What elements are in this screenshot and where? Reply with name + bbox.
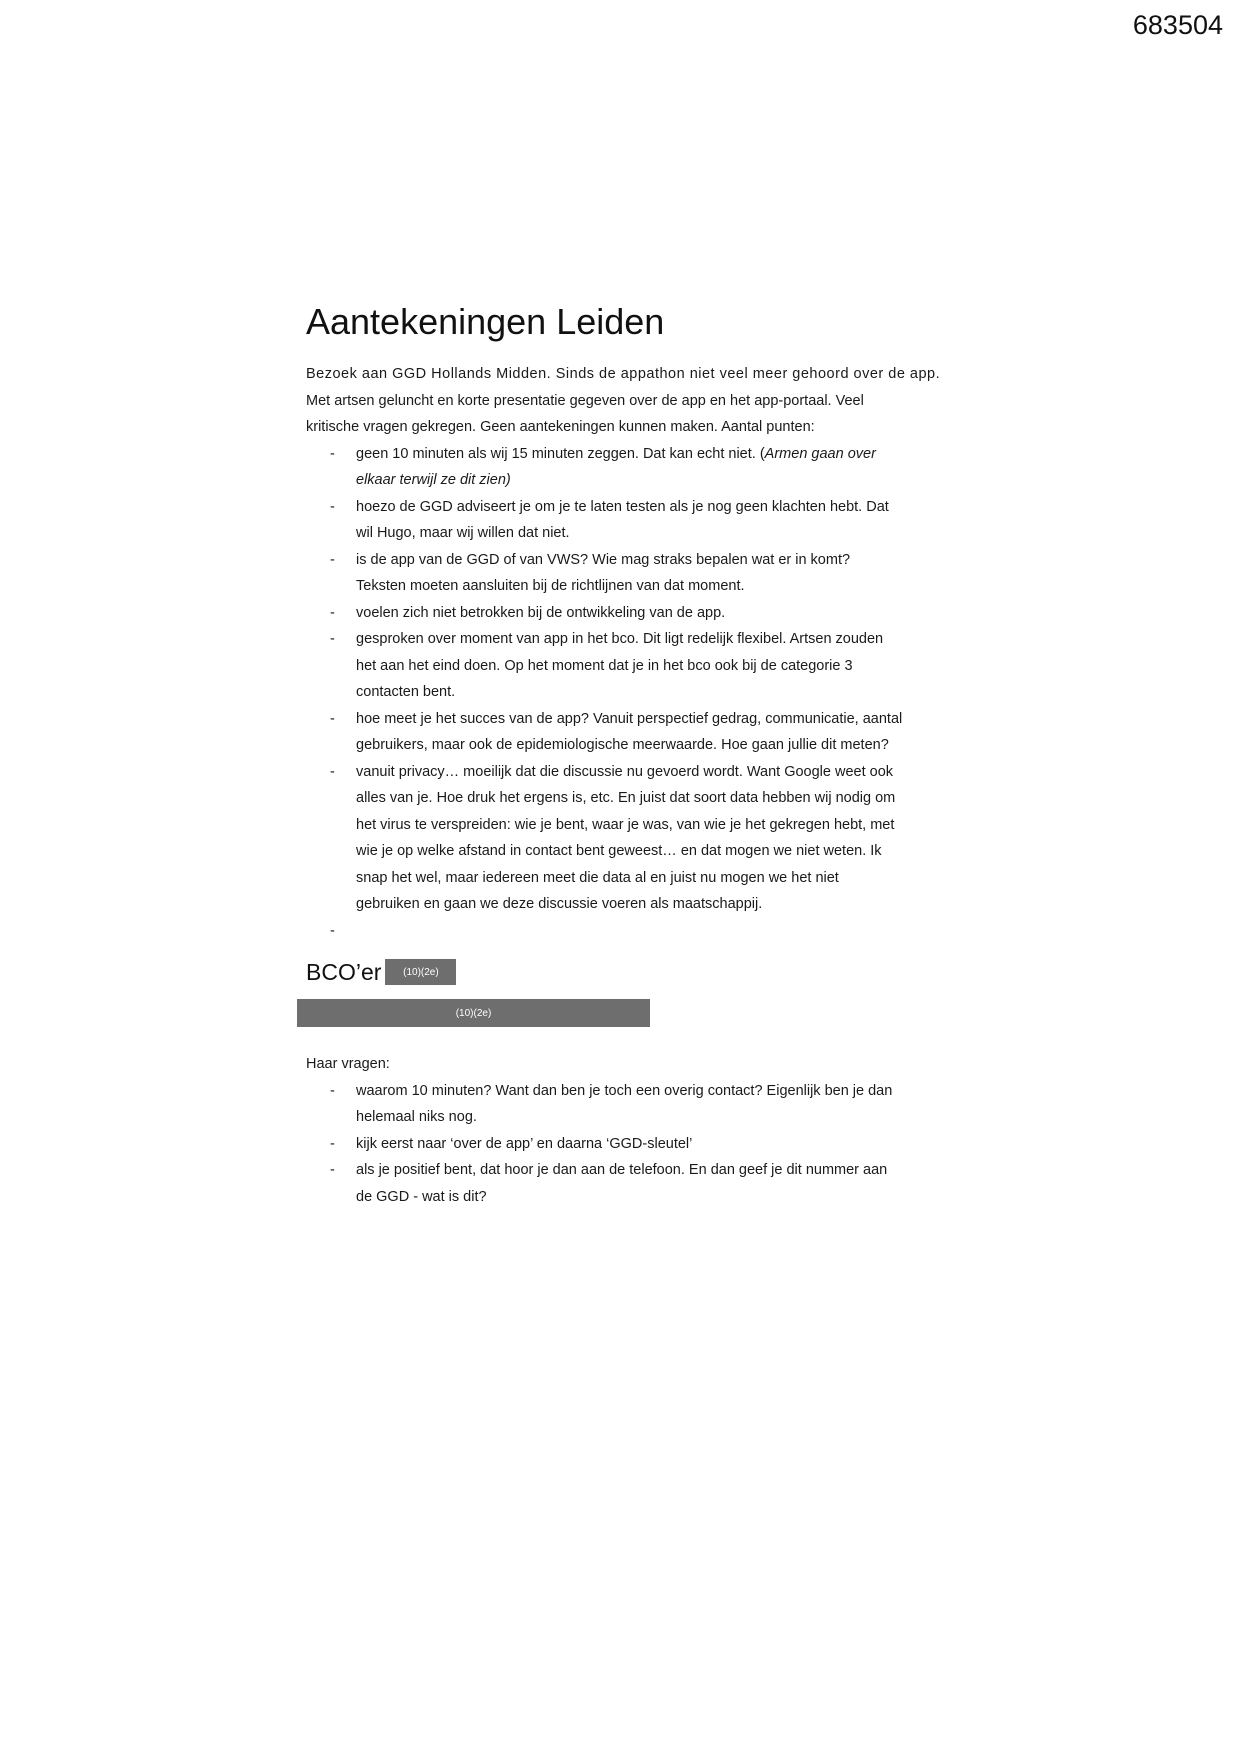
item-text: waarom 10 minuten? Want dan ben je toch een overig contact? Eigenlijk ben je dan (356, 1082, 893, 1099)
redaction-bar: (10)(2e) (297, 999, 650, 1027)
item-text: helemaal niks nog. (356, 1109, 477, 1126)
dash-bullet: - (330, 498, 335, 515)
item-text: is de app van de GGD of van VWS? Wie mag straks bepalen wat er in komt? (356, 551, 851, 568)
item-text: als je positief bent, dat hoor je dan aan de telefoon. En dan geef je dit nummer aan (356, 1162, 888, 1179)
section-title: BCO’er (306, 958, 382, 985)
item-text: kijk eerst naar ‘over de app’ en daarna ‘GGD-sleutel’ (356, 1135, 693, 1152)
item-text: voelen zich niet betrokken bij de ontwikkeling van de app. (356, 604, 726, 621)
item-text: wil Hugo, maar wij willen dat niet. (356, 525, 570, 542)
intro-line: kritische vragen gekregen. Geen aantekeningen kunnen maken. Aantal punten: (306, 419, 815, 436)
item-text: vanuit privacy… moeilijk dat die discussie nu gevoerd wordt. Want Google weet ook (356, 763, 894, 780)
item-text: gesproken over moment van app in het bco. Dit ligt redelijk flexibel. Artsen zouden (356, 631, 884, 648)
list-item (306, 706, 946, 759)
list-item (306, 1157, 946, 1210)
list-item-empty (306, 918, 946, 945)
item-text: het virus te verspreiden: wie je bent, waar je was, van wie je het gekregen hebt, met (356, 816, 895, 833)
list-item (306, 547, 946, 600)
questions-label: Haar vragen: (306, 1056, 390, 1073)
dash-bullet: - (330, 631, 335, 648)
item-text: de GGD - wat is dit? (356, 1188, 487, 1205)
dash-bullet: - (330, 445, 335, 462)
item-text: Teksten moeten aansluiten bij de richtlijnen van dat moment. (356, 578, 745, 595)
points-list (306, 441, 946, 945)
item-text: hoe meet je het succes van de app? Vanuit perspectief gedrag, communicatie, aantal (356, 710, 903, 727)
redaction-box: (10)(2e) (385, 959, 456, 985)
dash-bullet: - (330, 1135, 335, 1152)
item-text: contacten bent. (356, 684, 456, 701)
item-text: gebruiken en gaan we deze discussie voeren als maatschappij. (356, 896, 763, 913)
dash-bullet: - (330, 551, 335, 568)
list-item (306, 626, 946, 706)
list-item (306, 600, 946, 627)
dash-bullet: - (330, 1082, 335, 1099)
item-text: wie je op welke afstand in contact bent geweest… en dat mogen we niet weten. Ik (356, 843, 882, 860)
item-text: het aan het eind doen. Op het moment dat je in het bco ook bij de categorie 3 (356, 657, 853, 674)
dash-bullet: - (330, 604, 335, 621)
list-item (306, 441, 946, 494)
document-number: 683504 (1132, 10, 1223, 40)
intro-line: Met artsen geluncht en korte presentatie gegeven over de app en het app-portaal. Veel (306, 392, 864, 409)
document-body (306, 300, 946, 1210)
section-heading-row (306, 956, 946, 988)
dash-bullet: - (330, 1162, 335, 1179)
item-text: gebruikers, maar ook de epidemiologische meerwaarde. Hoe gaan jullie dit meten? (356, 737, 889, 754)
intro-line: Bezoek aan GGD Hollands Midden. Sinds de appathon niet veel meer gehoord over de app. (306, 366, 941, 383)
list-item (306, 759, 946, 918)
list-item (306, 1078, 946, 1131)
page-title: Aantekeningen Leiden (306, 301, 665, 342)
item-text-italic: Armen gaan over (764, 445, 876, 462)
item-text-italic: elkaar terwijl ze dit zien) (356, 472, 511, 489)
dash-bullet: - (330, 922, 335, 939)
list-item (306, 494, 946, 547)
dash-bullet: - (330, 763, 335, 780)
item-text: geen 10 minuten als wij 15 minuten zeggen. Dat kan echt niet. ( (356, 445, 765, 462)
questions-list (306, 1078, 946, 1211)
item-text: hoezo de GGD adviseert je om je te laten testen als je nog geen klachten hebt. Dat (356, 498, 889, 515)
item-text: alles van je. Hoe druk het ergens is, etc. En juist dat soort data hebben wij nodig om (356, 790, 896, 807)
item-text: snap het wel, maar iedereen meet die data al en juist nu mogen we het niet (356, 869, 839, 886)
dash-bullet: - (330, 710, 335, 727)
list-item (306, 1131, 946, 1158)
